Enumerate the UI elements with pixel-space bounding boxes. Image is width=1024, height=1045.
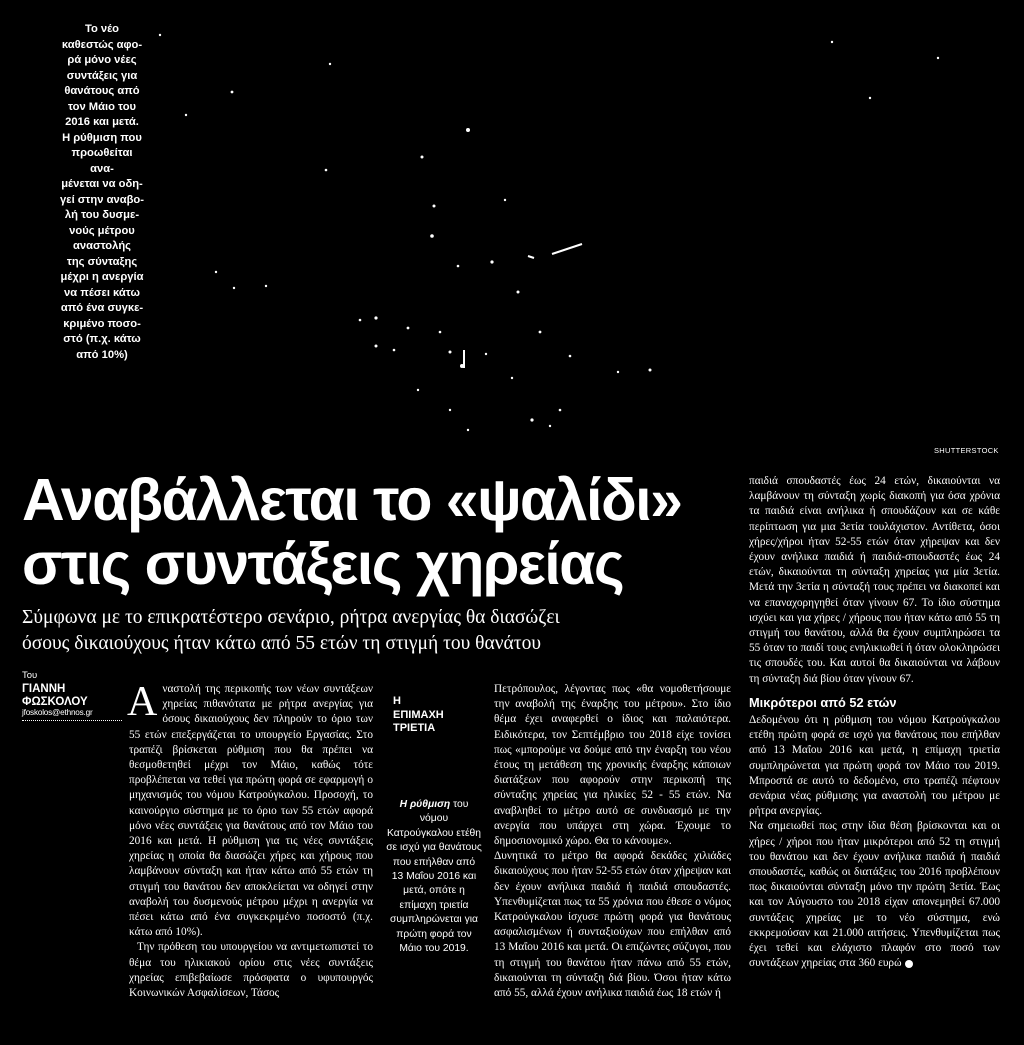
author-last-name: ΦΩΣΚΟΛΟΥ — [22, 696, 88, 708]
article-column-3 — [494, 682, 731, 1001]
sidebar-box-label — [393, 695, 483, 736]
article-column-4 — [749, 474, 1000, 972]
paragraph: Δεδομένου ότι η ρύθμιση του νόμου Κατρούγκαλου ετέθη πρώτη φορά σε ισχύ για θανάτους που επήλθαν από 13 Μαΐου 2016 και μετά, η επίμαχη τριετία συμπληρώνεται για πρώτη φορά τον Μάιο του 2019. Μπροστά σε αυτό το δεδομένο, στο τραπέζι πέφτουν σενάρια νέας ρύθμισης για αναστολή του μέτρου με ρήτρα ανεργίας. — [749, 714, 1000, 818]
end-mark-icon — [905, 960, 913, 968]
section-subheading: Μικρότεροι από 52 ετών — [749, 694, 897, 710]
headline — [22, 468, 742, 596]
author-email-link[interactable]: jfoskolos@ethnos.gr — [22, 708, 93, 717]
subheadline-line-2: όσους δικαιούχους ήταν κάτω από 55 ετών τη στιγμή του θανάτου — [22, 633, 542, 654]
paragraph: ναστολή της περικοπής των νέων συντάξεων χηρείας πιθανότατα με ρήτρα ανεργίας για όσους δικαιούχους δεν πληρούν το όριο των 55 ετών επεξεργάζεται το υπουργείο Εργασίας. Στο τραπέζι βρίσκεται ρύθμιση που θα πρέπει να θεσμοθετηθεί μέχρι τον Μάιο, καθώς τότε προβλέπεται να τεθεί για πρώτη φορά σε εφαρμογή ο μηχανισμός του νόμου Κατρούγκαλου. Προσοχή, το καινούργιο σύστημα με το όριο των 55 ετών αφορά μόνο νέες συντάξεις για θανάτους από τον Μάιο του 2016 και μετά. Η ρύθμιση για τις νέες συντάξεις χηρείας η οποία θα διασώζει χήρες και χήρους που λαμβάνουν σύνταξη και ήταν κάτω από 55 ετών τη στιγμή του θανάτου δεν αποκλείεται να οδηγεί στην αναβολή του δυσμενούς μέτρου μέχρι η ανεργία να πέσει κάτω από ένα συγκεκριμένο ποσοστό (π.χ. κάτω από 10%). — [129, 683, 373, 939]
box-label-line: ΤΡΙΕΤΙΑ — [393, 722, 436, 734]
article-column-1 — [127, 679, 373, 1001]
pull-quote: Το νέο καθεστώς αφο- ρά μόνο νέες συντάξεις για θανάτους από τον Μάιο του 2016 και μετά. Η ρύθμιση που προωθείται ανα- μένεται να οδη- γεί στην αναβο- λή του δυσμε- νούς μέτρου αναστολής της σύνταξης μέχρι η ανεργία να πέσει κάτω από ένα συγκε- κριμένο ποσο- στό (π.χ. κάτω από 10%) — [60, 23, 144, 361]
box-label-line: Η — [393, 695, 401, 707]
byline-divider — [22, 720, 122, 721]
paragraph-final — [749, 819, 1000, 971]
byline-prefix: Του — [22, 670, 38, 681]
headline-line-1: Αναβάλλεται το «ψαλίδι» — [22, 467, 682, 533]
box-label-line: ΕΠΙΜΑΧΗ — [393, 708, 444, 721]
paragraph: Πετρόπουλος, λέγοντας πως «θα νομοθετήσουμε την αναβολή της έναρξης του μέτρου». Στο ίδιο θέμα έχει αναφερθεί ο ίδιος και παλαιότερα. Ειδικότερα, τον Σεπτέμβριο του 2018 είχε τονίσει πως «μπορούμε να δούμε από την έναρξη του νέου έτους τη μετάθεση της χρονικής έναρξης κάποιων διατάξεων που αφορούν στην περικοπή της σύνταξης χηρείας για ηλικίες 52 - 55 ετών. Να αναβληθεί το μέτρο αυτό σε συνδυασμό με την ανεργία που υπάρχει στη χώρα. Έχουμε το δημοσιονομικό χώρο. Θα το κάνουμε». — [494, 683, 731, 848]
paragraph: Δυνητικά το μέτρο θα αφορά δεκάδες χιλιάδες δικαιούχους που ήταν 52-55 ετών όταν χήρεψαν και δεν έχουν ανήλικα παιδιά ή παιδιά σπουδαστές. Υπενθυμίζεται πως τα 55 χρόνια που έθεσε ο νόμος Κατρούγκαλου ίσχυσε πρώτη φορά για θανάτους ασφαλισμένων ή συνταξιούχων που επήλθαν από 13 Μαΐου 2016 και μετά. Οι επιζώντες σύζυγοι, που τη στιγμή του θανάτου ήταν πάνω από 55 ετών, δικαιούνται τη σύνταξη διά βίου. Όσοι ήταν κάτω από 55, αλλά έχουν ανήλικα παιδιά έως 18 ετών ή — [494, 850, 731, 1000]
paragraph: Την πρόθεση του υπουργείου να αντιμετωπιστεί το θέμα του ηλικιακού ορίου στις νέες συντάξεις χηρείας επιβεβαίωσε πρόσφατα ο υφυπουργός Κοινωνικών Ασφαλίσεων, Τάσος — [129, 941, 373, 1000]
byline-author — [22, 683, 88, 709]
author-first-name: ΓΙΑΝΝΗ — [22, 683, 66, 695]
box-lead: Η ρύθμιση — [399, 799, 451, 810]
box-body: του νόμου Κατρούγκαλου ετέθη σε ισχύ για θανάτους που επήλθαν από 13 Μαΐου 2016 και μετά, οπότε η επίμαχη τριετία συμπληρώνεται για πρώτη φορά τον Μάιο του 2019. — [386, 799, 482, 955]
headline-line-2: στις συντάξεις χηρείας — [22, 531, 624, 597]
sidebar-box-text — [386, 798, 482, 956]
subheadline — [22, 605, 742, 657]
subheadline-line-1: Σύμφωνα με το επικρατέστερο σενάριο, ρήτρα ανεργίας θα διασώζει — [22, 607, 560, 628]
drop-cap: Α — [127, 679, 158, 725]
night-sky-photo — [150, 30, 980, 450]
photo-credit: SHUTTERSTOCK — [934, 446, 999, 455]
paragraph: παιδιά σπουδαστές έως 24 ετών, δικαιούνται να λαμβάνουν τη σύνταξη χωρίς διακοπή για όσα χρόνια τα παιδιά είναι ανήλικα ή σπουδάζουν και σε κάθε περίπτωση για μια 3ετία τουλάχιστον. Αντίθετα, όσοι χήρες/χήροι ήταν 52-55 ετών όταν χήρεψαν και δεν έχουν ανήλικα παιδιά ή παιδιά-σπουδαστές έως 24 ετών, δικαιούνται τη σύνταξη χηρείας για μία 3ετία. Μετά την 3ετία η σύνταξή τους πρέπει να διακοπεί και να επαναχορηγηθεί όταν γίνουν 67. Το ίδιο σύστημα ισχύει και για χήρες / χήρους που ήταν κάτω από 55 τη στιγμή του θανάτου, αλλά θα έχουν συμπληρώσει τα 55 όταν το παιδί τους ενηλικιωθεί ή όταν ολοκληρώσει τις σπουδές του. Και αυτοί θα δικαιούνται να λάβουν τη σύνταξη διά βίου όταν γίνουν 67. — [749, 475, 1000, 685]
paragraph-text: Να σημειωθεί πως στην ίδια θέση βρίσκονται και οι χήρες / χήροι που ήταν μικρότεροι από 52 τη στιγμή του θανάτου και δεν έχουν ανήλικα παιδιά ή παιδιά σπουδαστές, καθώς οι διατάξεις του 2016 προβλέπουν πως δικαιούνται σύνταξη μόνο την πρώτη 3ετία. Έως και τον Αύγουστο του 2018 είχαν απονεμηθεί 67.000 συντάξεις χηρείας με το νέο σύστημα, ενώ εκκρεμούσαν και 21.000 αιτήσεις. Υπενθυμίζεται πως έχει τεθεί και ελάχιστο πλαφόν στο ποσό των συντάξεων χηρείας στα 360 ευρώ — [749, 820, 1000, 970]
